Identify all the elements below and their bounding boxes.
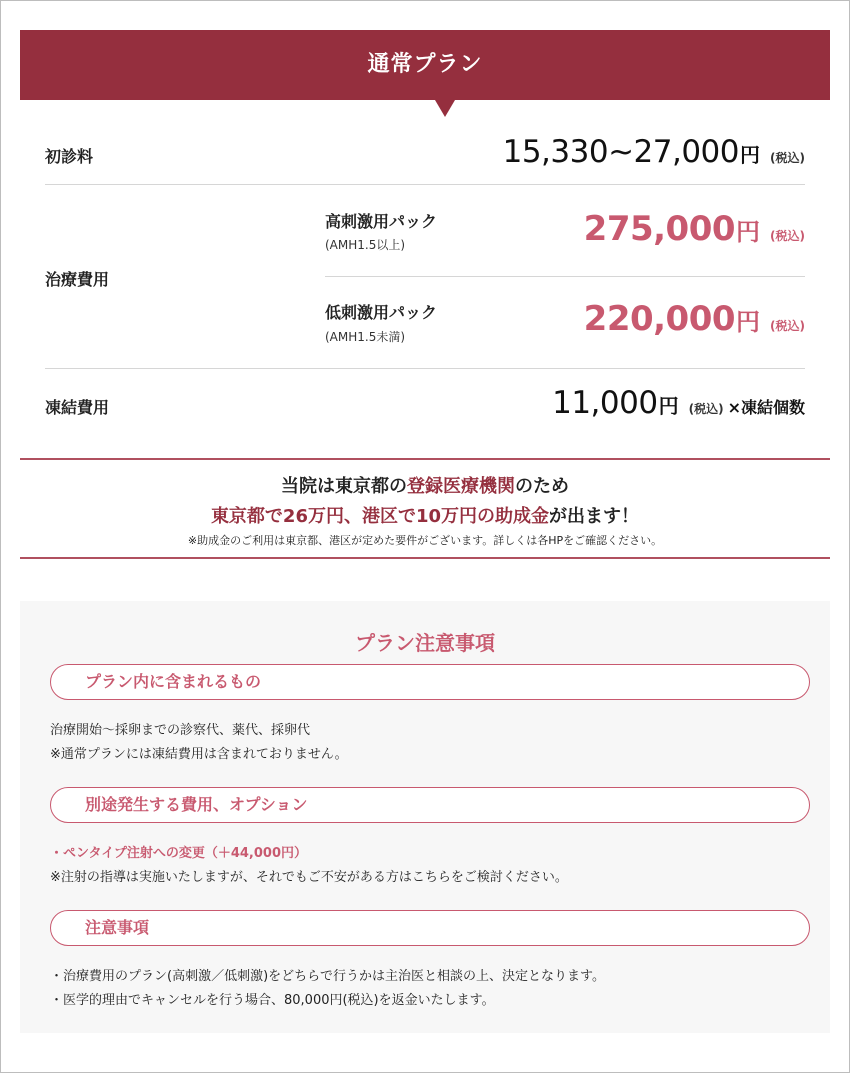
low-pack-price xyxy=(584,299,805,339)
subsidy-line-1-b: のため xyxy=(515,476,569,497)
divider xyxy=(325,276,805,277)
high-pack-amount: 275,000 xyxy=(583,209,736,249)
plan-title: 通常プラン xyxy=(367,52,483,77)
note-line: ※注射の指導は実施いたしますが、それでもご不安がある方はこちらをご検討ください。 xyxy=(50,870,568,885)
subsidy-line-1-a: 当院は東京都の xyxy=(281,476,407,497)
high-pack-price xyxy=(584,209,805,249)
first-visit-label: 初診料 xyxy=(45,147,94,166)
freezing-tax: (税込) xyxy=(688,402,724,416)
subsidy-note: ※助成金のご利用は東京都、港区が定めた要件がございます。詳しくは各HPをご確認ください。 xyxy=(187,534,663,547)
subsidy-line-2 xyxy=(20,502,830,528)
section-heading xyxy=(50,664,810,700)
subsidy-line-1 xyxy=(20,472,830,498)
treatment-row xyxy=(45,185,805,368)
divider xyxy=(45,368,805,369)
plan-banner xyxy=(20,30,830,100)
high-pack-tax: (税込) xyxy=(770,229,805,243)
low-pack-condition: (AMH1.5未満) xyxy=(325,330,406,344)
note-line: 治療開始〜採卵までの診察代、薬代、採卵代 xyxy=(50,723,311,738)
section-heading xyxy=(50,787,810,823)
low-pack-name: 低刺激用パック xyxy=(325,303,438,322)
treatment-label: 治療費用 xyxy=(45,270,110,289)
note-line-option: ・ペンタイプ注射への変更（＋44,000円） xyxy=(50,846,307,861)
note-line: ・治療費用のプラン(高刺激／低刺激)をどちらで行うかは主治医と相談の上、決定となります。 xyxy=(50,969,605,984)
freezing-price xyxy=(552,385,805,421)
freezing-label: 凍結費用 xyxy=(45,398,110,417)
low-pack-tax: (税込) xyxy=(770,319,805,333)
subsidy-line-1-highlight: 登録医療機関 xyxy=(407,476,515,497)
first-visit-row xyxy=(45,134,805,174)
high-pack-name: 高刺激用パック xyxy=(325,212,438,231)
section-heading-label: 注意事項 xyxy=(85,918,150,937)
low-pack-yen: 円 xyxy=(736,308,761,336)
note-line: ※通常プランには凍結費用は含まれておりません。 xyxy=(50,747,348,762)
notes-title: プラン注意事項 xyxy=(355,631,495,655)
first-visit-amount: 15,330~27,000 xyxy=(502,134,740,170)
note-line: ・医学的理由でキャンセルを行う場合、80,000円(税込)を返金いたします。 xyxy=(50,993,495,1008)
subsidy-box xyxy=(20,458,830,559)
first-visit-tax: (税込) xyxy=(770,151,805,165)
freezing-yen: 円 xyxy=(658,394,679,418)
plan-notes xyxy=(20,601,830,1033)
first-visit-price xyxy=(503,134,805,170)
section-heading-label: プラン内に含まれるもの xyxy=(85,672,262,691)
banner-arrow-icon xyxy=(435,100,455,117)
freezing-row xyxy=(45,385,805,427)
section-heading xyxy=(50,910,810,946)
subsidy-line-2-b: が出ます！ xyxy=(549,506,640,527)
low-pack-amount: 220,000 xyxy=(583,299,736,339)
section-heading-label: 別途発生する費用、オプション xyxy=(85,795,308,814)
first-visit-yen: 円 xyxy=(740,143,761,167)
freezing-suffix: ×凍結個数 xyxy=(727,398,805,417)
subsidy-line-2-highlight: 東京都で26万円、港区で10万円の助成金 xyxy=(210,506,550,527)
high-pack-yen: 円 xyxy=(736,218,761,246)
high-pack-condition: (AMH1.5以上) xyxy=(325,238,406,252)
freezing-amount: 11,000 xyxy=(552,385,658,421)
